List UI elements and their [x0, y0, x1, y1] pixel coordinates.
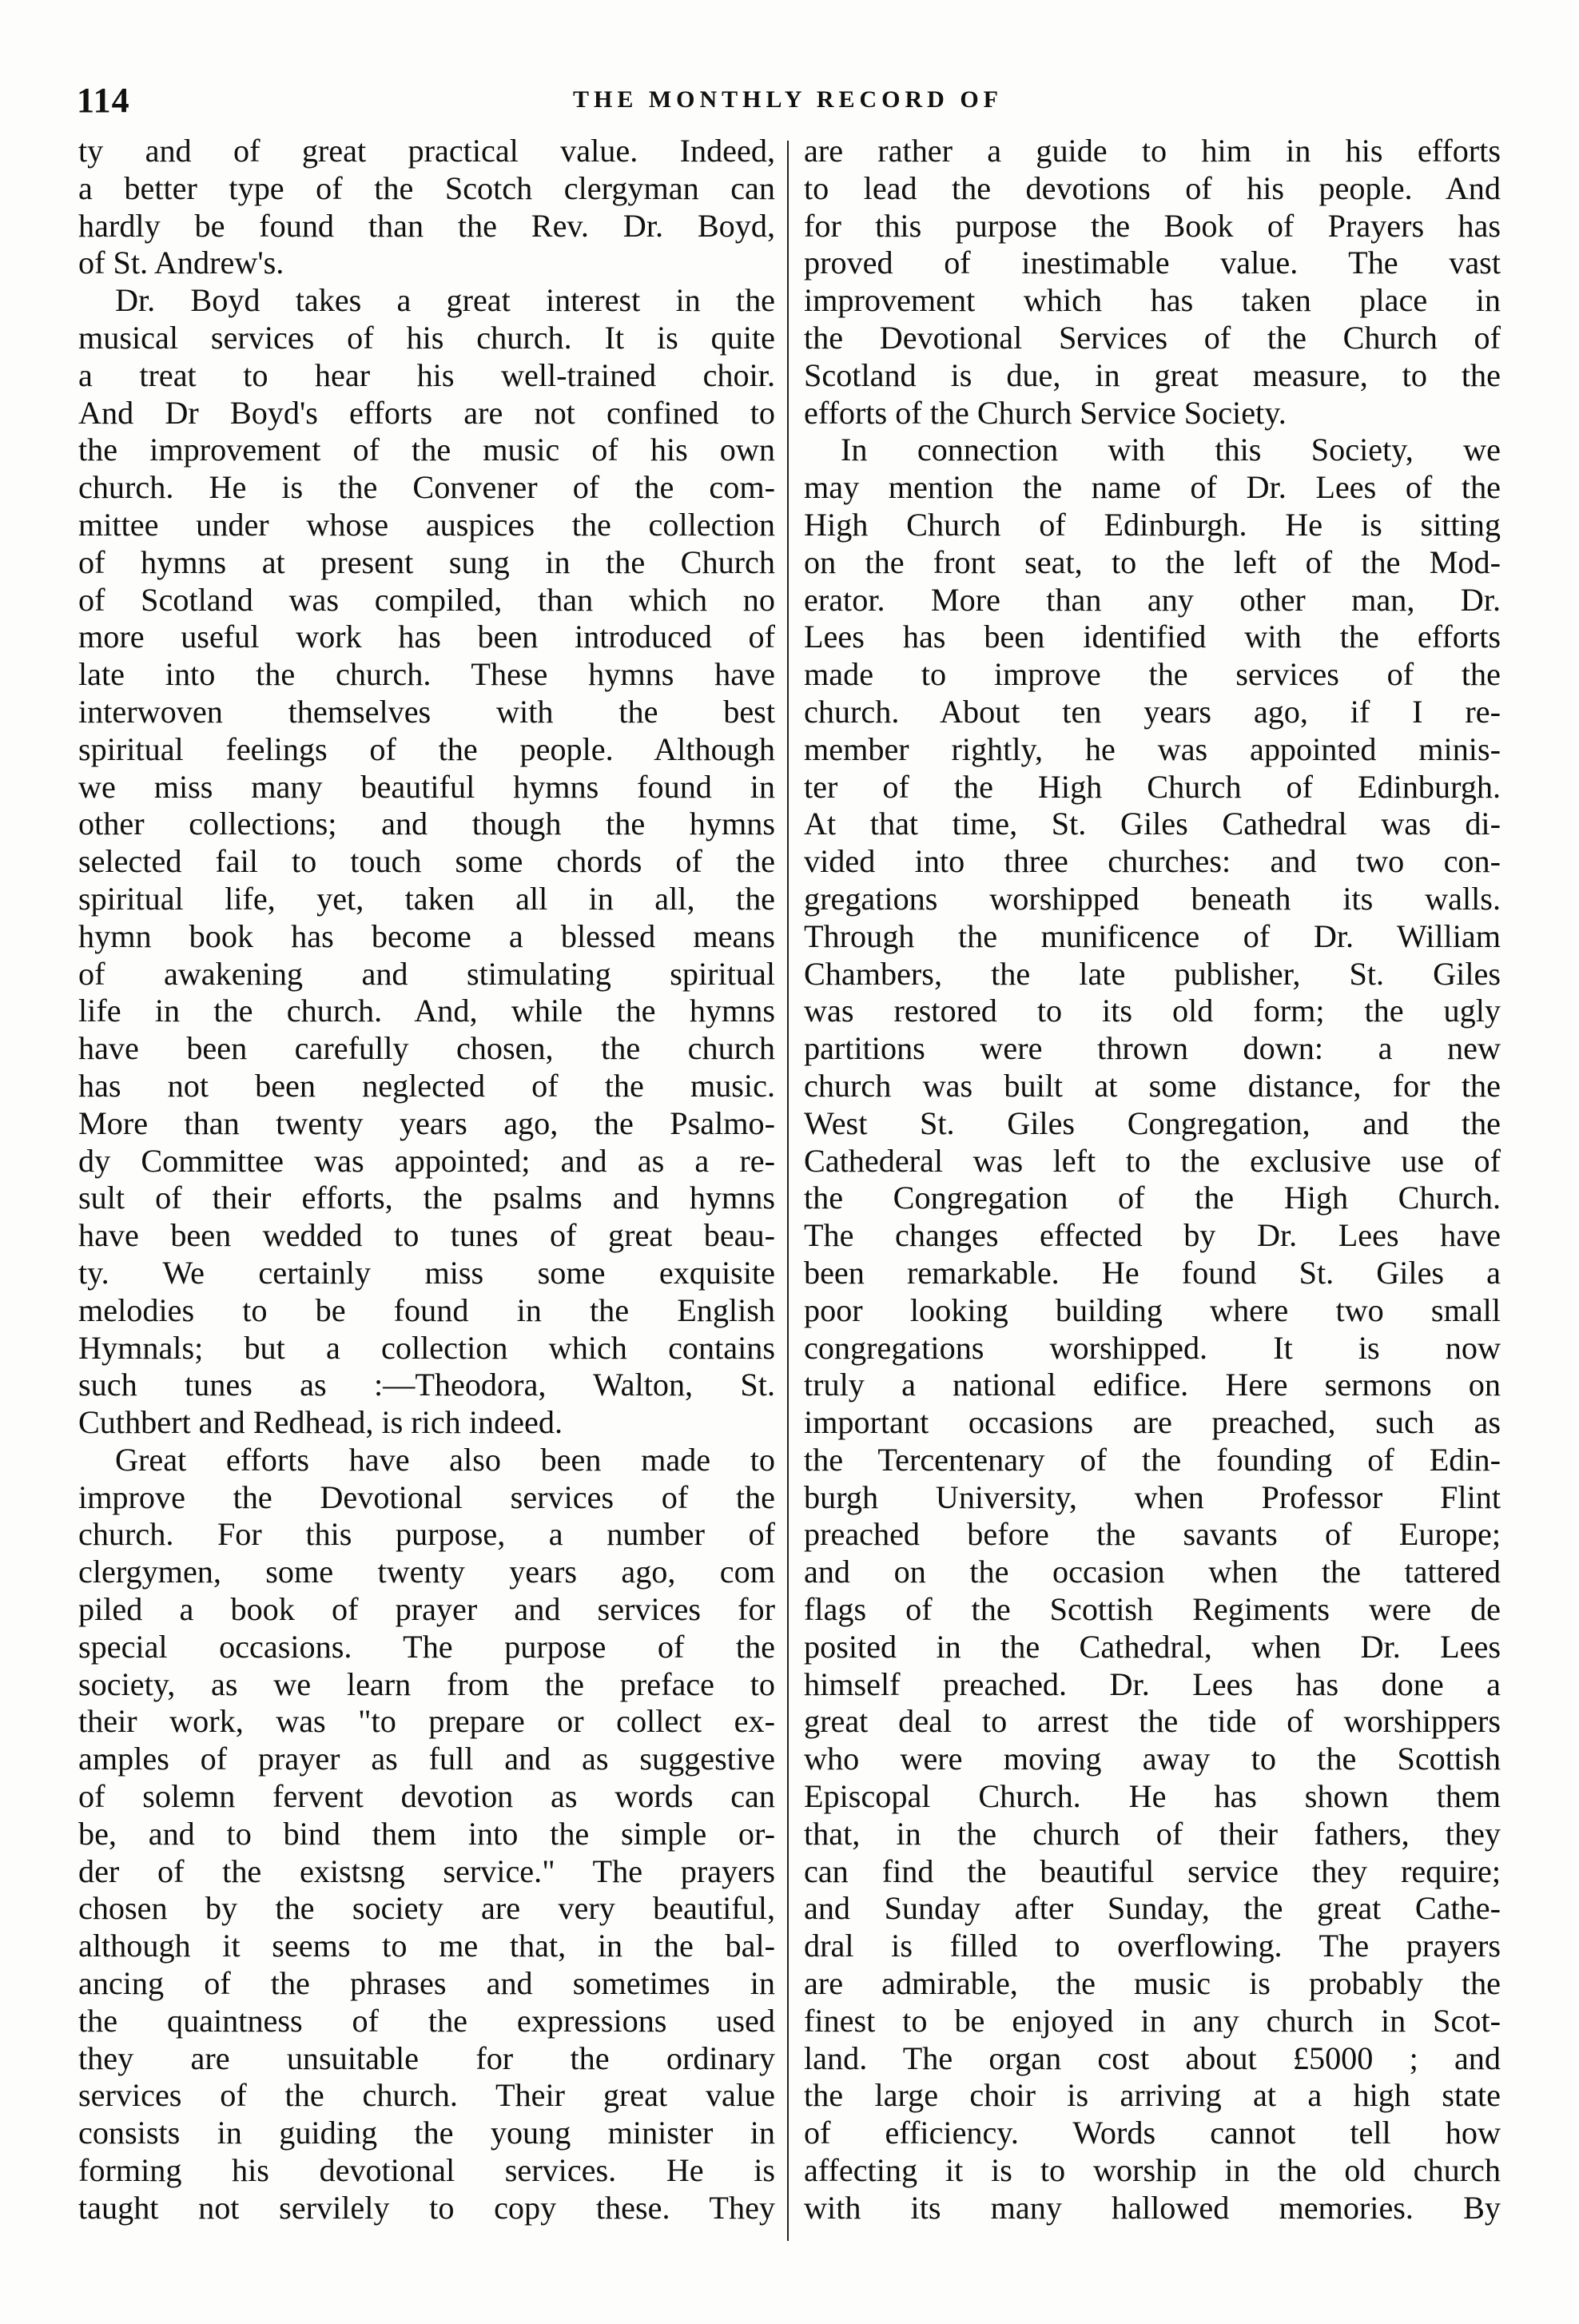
text-line: ty. We certainly miss some exquisite	[78, 1254, 775, 1291]
text-line: may mention the name of Dr. Lees of the	[804, 469, 1501, 506]
text-line: important occasions are preached, such as	[804, 1404, 1501, 1441]
text-line: melodies to be found in the English	[78, 1291, 775, 1328]
page-header	[77, 80, 1499, 128]
text-line: land. The organ cost about £5000 ; and	[804, 2039, 1501, 2076]
text-line: church. He is the Convener of the com-	[78, 469, 775, 506]
text-line: hardly be found than the Rev. Dr. Boyd,	[78, 207, 775, 244]
text-line: chosen by the society are very beautiful,	[78, 1890, 775, 1927]
text-line: Episcopal Church. He has shown them	[804, 1778, 1501, 1815]
text-line: with its many hallowed memories. By	[804, 2189, 1501, 2226]
text-line: member rightly, he was appointed minis-	[804, 730, 1501, 767]
text-line: Chambers, the late publisher, St. Giles	[804, 955, 1501, 992]
text-line: who were moving away to the Scottish	[804, 1741, 1501, 1777]
text-line: dral is filled to overflowing. The prayers	[804, 1928, 1501, 1964]
right-column	[804, 133, 1501, 2227]
text-line: mittee under whose auspices the collection	[78, 506, 775, 543]
text-line: vided into three churches: and two con-	[804, 843, 1501, 880]
text-line: spiritual feelings of the people. Although	[78, 730, 775, 767]
text-line: posited in the Cathedral, when Dr. Lees	[804, 1628, 1501, 1665]
text-line: be, and to bind them into the simple or-	[78, 1815, 775, 1852]
text-line: selected fail to touch some chords of the	[78, 843, 775, 880]
text-line: amples of prayer as full and as suggestive	[78, 1741, 775, 1777]
text-line: preached before the savants of Europe;	[804, 1516, 1501, 1553]
text-line: ty and of great practical value. Indeed,	[78, 133, 775, 169]
text-line: musical services of his church. It is quite	[78, 319, 775, 356]
text-line: interwoven themselves with the best	[78, 693, 775, 730]
text-line: the improvement of the music of his own	[78, 432, 775, 468]
text-line: for this purpose the Book of Prayers has	[804, 207, 1501, 244]
text-line: society, as we learn from the preface to	[78, 1665, 775, 1702]
text-line: the Congregation of the High Church.	[804, 1180, 1501, 1216]
text-line: and Sunday after Sunday, the great Cathe-	[804, 1890, 1501, 1927]
text-line: other collections; and though the hymns	[78, 806, 775, 842]
text-line: their work, was "to prepare or collect ex-	[78, 1703, 775, 1740]
text-line: spiritual life, yet, taken all in all, the	[78, 880, 775, 917]
text-line: church. For this purpose, a number of	[78, 1516, 775, 1553]
text-line: proved of inestimable value. The vast	[804, 245, 1501, 281]
text-line: piled a book of prayer and services for	[78, 1591, 775, 1628]
text-line: have been wedded to tunes of great beau-	[78, 1217, 775, 1254]
text-line: Hymnals; but a collection which contains	[78, 1329, 775, 1366]
text-line: on the front seat, to the left of the Mod-	[804, 543, 1501, 580]
text-line: West St. Giles Congregation, and the	[804, 1104, 1501, 1141]
text-line: At that time, St. Giles Cathedral was di-	[804, 806, 1501, 842]
text-line: more useful work has been introduced of	[78, 619, 775, 655]
text-line: forming his devotional services. He is	[78, 2152, 775, 2189]
text-line: they are unsuitable for the ordinary	[78, 2039, 775, 2076]
text-line: are admirable, the music is probably the	[804, 1965, 1501, 2002]
text-line: has not been neglected of the music.	[78, 1067, 775, 1104]
text-line: and on the occasion when the tattered	[804, 1554, 1501, 1590]
text-line: a better type of the Scotch clergyman can	[78, 169, 775, 206]
text-line: ter of the High Church of Edinburgh.	[804, 768, 1501, 805]
text-line: Cathederal was left to the exclusive use of	[804, 1142, 1501, 1179]
text-line: erator. More than any other man, Dr.	[804, 581, 1501, 618]
text-line: consists in guiding the young minister in	[78, 2115, 775, 2151]
text-line: was restored to its old form; the ugly	[804, 993, 1501, 1029]
column-divider	[787, 141, 789, 2241]
text-line: improvement which has taken place in	[804, 282, 1501, 319]
text-line: More than twenty years ago, the Psalmo-	[78, 1104, 775, 1141]
text-line: have been carefully chosen, the church	[78, 1030, 775, 1067]
text-line: the Tercentenary of the founding of Edin-	[804, 1441, 1501, 1478]
text-line: Dr. Boyd takes a great interest in the	[115, 282, 775, 319]
text-line: burgh University, when Professor Flint	[804, 1478, 1501, 1515]
text-line: affecting it is to worship in the old church	[804, 2152, 1501, 2189]
text-line: made to improve the services of the	[804, 656, 1501, 693]
text-line: congregations worshipped. It is now	[804, 1329, 1501, 1366]
text-line: finest to be enjoyed in any church in Scot-	[804, 2002, 1501, 2039]
text-line: Through the munificence of Dr. William	[804, 917, 1501, 954]
text-line: a treat to hear his well-trained choir.	[78, 356, 775, 393]
text-line: High Church of Edinburgh. He is sitting	[804, 506, 1501, 543]
text-line: Great efforts have also been made to	[115, 1441, 775, 1478]
text-line: gregations worshipped beneath its walls.	[804, 880, 1501, 917]
text-line: the Devotional Services of the Church of	[804, 319, 1501, 356]
text-line: sult of their efforts, the psalms and hymns	[78, 1180, 775, 1216]
text-line: poor looking building where two small	[804, 1291, 1501, 1328]
text-line: hymn book has become a blessed means	[78, 917, 775, 954]
text-line: partitions were thrown down: a new	[804, 1030, 1501, 1067]
text-line: church. About ten years ago, if I re-	[804, 693, 1501, 730]
text-line: clergymen, some twenty years ago, com	[78, 1554, 775, 1590]
text-line: of hymns at present sung in the Church	[78, 543, 775, 580]
text-line: that, in the church of their fathers, they	[804, 1815, 1501, 1852]
text-line: church was built at some distance, for the	[804, 1067, 1501, 1104]
left-column	[78, 133, 775, 2227]
text-line: truly a national edifice. Here sermons on	[804, 1367, 1501, 1403]
text-line: Scotland is due, in great measure, to the	[804, 356, 1501, 393]
text-line: Lees has been identified with the efforts	[804, 619, 1501, 655]
text-line: are rather a guide to him in his efforts	[804, 133, 1501, 169]
text-line: life in the church. And, while the hymns	[78, 993, 775, 1029]
text-line: to lead the devotions of his people. And	[804, 169, 1501, 206]
text-line: such tunes as :—Theodora, Walton, St.	[78, 1367, 775, 1403]
text-line: services of the church. Their great value	[78, 2077, 775, 2114]
text-line: flags of the Scottish Regiments were de	[804, 1591, 1501, 1628]
text-line: special occasions. The purpose of the	[78, 1628, 775, 1665]
text-line: And Dr Boyd's efforts are not confined to	[78, 394, 775, 431]
text-line: although it seems to me that, in the bal-	[78, 1928, 775, 1964]
page-number: 114	[77, 81, 130, 120]
text-line: of efficiency. Words cannot tell how	[804, 2115, 1501, 2151]
text-line: can find the beautiful service they require;	[804, 1852, 1501, 1889]
text-line: der of the existsng service." The prayers	[78, 1852, 775, 1889]
text-line: himself preached. Dr. Lees has done a	[804, 1665, 1501, 1702]
text-line: of solemn fervent devotion as words can	[78, 1778, 775, 1815]
text-line: In connection with this Society, we	[841, 432, 1501, 468]
text-line: Cuthbert and Redhead, is rich indeed.	[78, 1404, 563, 1441]
text-line: of St. Andrew's.	[78, 245, 284, 281]
text-line: been remarkable. He found St. Giles a	[804, 1254, 1501, 1291]
text-line: efforts of the Church Service Society.	[804, 394, 1287, 431]
text-line: the quaintness of the expressions used	[78, 2002, 775, 2039]
text-line: of awakening and stimulating spiritual	[78, 955, 775, 992]
text-line: improve the Devotional services of the	[78, 1478, 775, 1515]
text-line: ancing of the phrases and sometimes in	[78, 1965, 775, 2002]
running-head: THE MONTHLY RECORD OF	[573, 86, 1003, 113]
text-line: dy Committee was appointed; and as a re-	[78, 1142, 775, 1179]
text-line: late into the church. These hymns have	[78, 656, 775, 693]
text-line: great deal to arrest the tide of worshippers	[804, 1703, 1501, 1740]
text-line: the large choir is arriving at a high state	[804, 2077, 1501, 2114]
text-line: we miss many beautiful hymns found in	[78, 768, 775, 805]
text-line: The changes effected by Dr. Lees have	[804, 1217, 1501, 1254]
text-line: of Scotland was compiled, than which no	[78, 581, 775, 618]
text-line: taught not servilely to copy these. They	[78, 2189, 775, 2226]
